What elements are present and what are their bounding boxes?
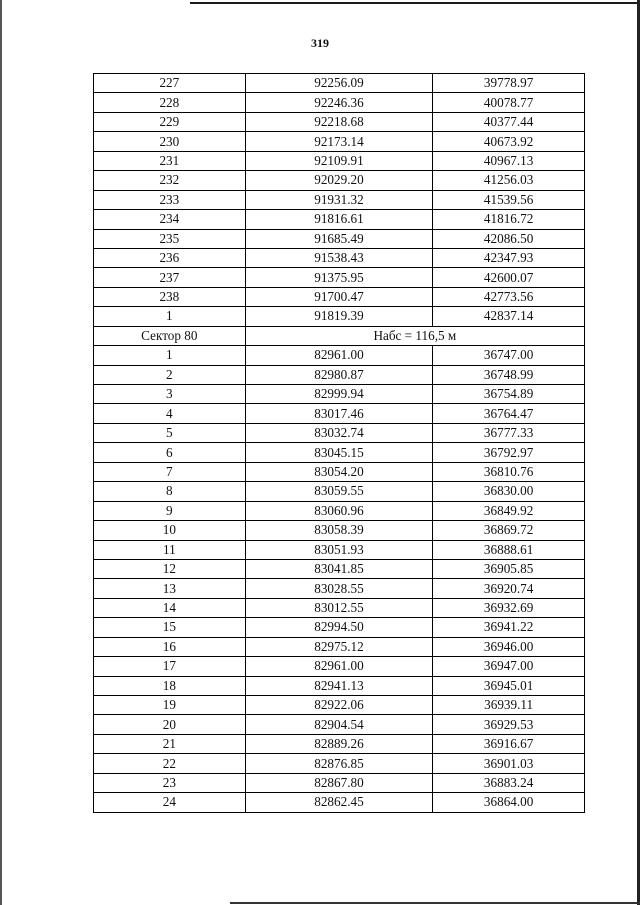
point-number-cell: 230 xyxy=(94,132,246,151)
x-coordinate-cell: 82994.50 xyxy=(245,618,433,637)
table-row xyxy=(94,540,585,559)
y-coordinate-cell: 41539.56 xyxy=(433,190,585,209)
x-coordinate-cell: 91685.49 xyxy=(245,229,433,248)
point-number-cell: 9 xyxy=(94,501,246,520)
table-row xyxy=(94,715,585,734)
point-number-cell: 3 xyxy=(94,385,246,404)
x-coordinate-cell: 82862.45 xyxy=(245,793,433,812)
table-row xyxy=(94,618,585,637)
table-row xyxy=(94,346,585,365)
coordinates-table xyxy=(93,73,585,813)
table-body-before xyxy=(94,74,585,327)
y-coordinate-cell: 36747.00 xyxy=(433,346,585,365)
point-number-cell: 2 xyxy=(94,365,246,384)
point-number-cell: 14 xyxy=(94,598,246,617)
section-label: Сектор 80 xyxy=(94,326,246,345)
point-number-cell: 227 xyxy=(94,74,246,93)
point-number-cell: 238 xyxy=(94,287,246,306)
table-row xyxy=(94,404,585,423)
y-coordinate-cell: 36810.76 xyxy=(433,462,585,481)
y-coordinate-cell: 36932.69 xyxy=(433,598,585,617)
y-coordinate-cell: 41256.03 xyxy=(433,171,585,190)
y-coordinate-cell: 42347.93 xyxy=(433,248,585,267)
y-coordinate-cell: 36869.72 xyxy=(433,521,585,540)
y-coordinate-cell: 36945.01 xyxy=(433,676,585,695)
x-coordinate-cell: 82867.80 xyxy=(245,773,433,792)
table-row xyxy=(94,171,585,190)
y-coordinate-cell: 40673.92 xyxy=(433,132,585,151)
x-coordinate-cell: 82980.87 xyxy=(245,365,433,384)
table-row xyxy=(94,754,585,773)
y-coordinate-cell: 36792.97 xyxy=(433,443,585,462)
y-coordinate-cell: 36901.03 xyxy=(433,754,585,773)
table-row xyxy=(94,443,585,462)
y-coordinate-cell: 40078.77 xyxy=(433,93,585,112)
point-number-cell: 16 xyxy=(94,637,246,656)
x-coordinate-cell: 83012.55 xyxy=(245,598,433,617)
scan-edge-top xyxy=(190,2,640,4)
y-coordinate-cell: 42086.50 xyxy=(433,229,585,248)
x-coordinate-cell: 82889.26 xyxy=(245,734,433,753)
y-coordinate-cell: 42600.07 xyxy=(433,268,585,287)
point-number-cell: 11 xyxy=(94,540,246,559)
point-number-cell: 22 xyxy=(94,754,246,773)
y-coordinate-cell: 40377.44 xyxy=(433,112,585,131)
x-coordinate-cell: 82922.06 xyxy=(245,696,433,715)
point-number-cell: 20 xyxy=(94,715,246,734)
point-number-cell: 13 xyxy=(94,579,246,598)
y-coordinate-cell: 36947.00 xyxy=(433,657,585,676)
table-row xyxy=(94,482,585,501)
table-row xyxy=(94,268,585,287)
point-number-cell: 229 xyxy=(94,112,246,131)
y-coordinate-cell: 36946.00 xyxy=(433,637,585,656)
table-row xyxy=(94,521,585,540)
x-coordinate-cell: 82961.00 xyxy=(245,346,433,365)
y-coordinate-cell: 36905.85 xyxy=(433,559,585,578)
x-coordinate-cell: 83041.85 xyxy=(245,559,433,578)
y-coordinate-cell: 36883.24 xyxy=(433,773,585,792)
table-row xyxy=(94,210,585,229)
x-coordinate-cell: 83060.96 xyxy=(245,501,433,520)
point-number-cell: 234 xyxy=(94,210,246,229)
table-row xyxy=(94,365,585,384)
table-row xyxy=(94,579,585,598)
x-coordinate-cell: 92256.09 xyxy=(245,74,433,93)
y-coordinate-cell: 36754.89 xyxy=(433,385,585,404)
x-coordinate-cell: 92109.91 xyxy=(245,151,433,170)
table-row xyxy=(94,132,585,151)
point-number-cell: 17 xyxy=(94,657,246,676)
x-coordinate-cell: 82904.54 xyxy=(245,715,433,734)
x-coordinate-cell: 91700.47 xyxy=(245,287,433,306)
y-coordinate-cell: 36916.67 xyxy=(433,734,585,753)
point-number-cell: 1 xyxy=(94,307,246,326)
point-number-cell: 8 xyxy=(94,482,246,501)
table-row xyxy=(94,559,585,578)
x-coordinate-cell: 91538.43 xyxy=(245,248,433,267)
point-number-cell: 237 xyxy=(94,268,246,287)
table-row xyxy=(94,637,585,656)
point-number-cell: 18 xyxy=(94,676,246,695)
page-number: 319 xyxy=(311,36,329,50)
point-number-cell: 235 xyxy=(94,229,246,248)
x-coordinate-cell: 82941.13 xyxy=(245,676,433,695)
section-header-body xyxy=(94,326,585,345)
x-coordinate-cell: 83045.15 xyxy=(245,443,433,462)
point-number-cell: 7 xyxy=(94,462,246,481)
table-body-after xyxy=(94,346,585,813)
section-header-row xyxy=(94,326,585,345)
x-coordinate-cell: 82999.94 xyxy=(245,385,433,404)
point-number-cell: 232 xyxy=(94,171,246,190)
scan-edge-bottom xyxy=(230,902,640,904)
x-coordinate-cell: 92218.68 xyxy=(245,112,433,131)
x-coordinate-cell: 83054.20 xyxy=(245,462,433,481)
y-coordinate-cell: 36929.53 xyxy=(433,715,585,734)
table-row xyxy=(94,190,585,209)
x-coordinate-cell: 82961.00 xyxy=(245,657,433,676)
y-coordinate-cell: 42773.56 xyxy=(433,287,585,306)
y-coordinate-cell: 36777.33 xyxy=(433,423,585,442)
table-row xyxy=(94,93,585,112)
y-coordinate-cell: 36920.74 xyxy=(433,579,585,598)
table-row xyxy=(94,423,585,442)
y-coordinate-cell: 36888.61 xyxy=(433,540,585,559)
y-coordinate-cell: 36939.11 xyxy=(433,696,585,715)
point-number-cell: 233 xyxy=(94,190,246,209)
point-number-cell: 12 xyxy=(94,559,246,578)
y-coordinate-cell: 36849.92 xyxy=(433,501,585,520)
table-row xyxy=(94,248,585,267)
point-number-cell: 23 xyxy=(94,773,246,792)
point-number-cell: 10 xyxy=(94,521,246,540)
point-number-cell: 24 xyxy=(94,793,246,812)
y-coordinate-cell: 36748.99 xyxy=(433,365,585,384)
table-row xyxy=(94,462,585,481)
point-number-cell: 4 xyxy=(94,404,246,423)
point-number-cell: 228 xyxy=(94,93,246,112)
point-number-cell: 1 xyxy=(94,346,246,365)
x-coordinate-cell: 91816.61 xyxy=(245,210,433,229)
table-row xyxy=(94,74,585,93)
point-number-cell: 5 xyxy=(94,423,246,442)
table-row xyxy=(94,598,585,617)
x-coordinate-cell: 82975.12 xyxy=(245,637,433,656)
table-row xyxy=(94,501,585,520)
table-row xyxy=(94,307,585,326)
table-row xyxy=(94,734,585,753)
y-coordinate-cell: 36764.47 xyxy=(433,404,585,423)
x-coordinate-cell: 92029.20 xyxy=(245,171,433,190)
table-row xyxy=(94,657,585,676)
point-number-cell: 236 xyxy=(94,248,246,267)
table-row xyxy=(94,229,585,248)
x-coordinate-cell: 91931.32 xyxy=(245,190,433,209)
scan-edge-left xyxy=(0,0,2,905)
point-number-cell: 231 xyxy=(94,151,246,170)
x-coordinate-cell: 83028.55 xyxy=(245,579,433,598)
y-coordinate-cell: 36864.00 xyxy=(433,793,585,812)
y-coordinate-cell: 36830.00 xyxy=(433,482,585,501)
point-number-cell: 6 xyxy=(94,443,246,462)
x-coordinate-cell: 83059.55 xyxy=(245,482,433,501)
y-coordinate-cell: 36941.22 xyxy=(433,618,585,637)
x-coordinate-cell: 91375.95 xyxy=(245,268,433,287)
x-coordinate-cell: 83051.93 xyxy=(245,540,433,559)
y-coordinate-cell: 39778.97 xyxy=(433,74,585,93)
y-coordinate-cell: 42837.14 xyxy=(433,307,585,326)
table-row xyxy=(94,793,585,812)
table-row xyxy=(94,151,585,170)
table-row xyxy=(94,112,585,131)
x-coordinate-cell: 83058.39 xyxy=(245,521,433,540)
x-coordinate-cell: 92173.14 xyxy=(245,132,433,151)
point-number-cell: 21 xyxy=(94,734,246,753)
point-number-cell: 15 xyxy=(94,618,246,637)
table-row xyxy=(94,676,585,695)
table-row xyxy=(94,385,585,404)
x-coordinate-cell: 92246.36 xyxy=(245,93,433,112)
table-row xyxy=(94,287,585,306)
table-row xyxy=(94,773,585,792)
point-number-cell: 19 xyxy=(94,696,246,715)
x-coordinate-cell: 83032.74 xyxy=(245,423,433,442)
section-height-label: Набс = 116,5 м xyxy=(245,326,584,345)
table-row xyxy=(94,696,585,715)
y-coordinate-cell: 41816.72 xyxy=(433,210,585,229)
x-coordinate-cell: 82876.85 xyxy=(245,754,433,773)
x-coordinate-cell: 83017.46 xyxy=(245,404,433,423)
y-coordinate-cell: 40967.13 xyxy=(433,151,585,170)
x-coordinate-cell: 91819.39 xyxy=(245,307,433,326)
